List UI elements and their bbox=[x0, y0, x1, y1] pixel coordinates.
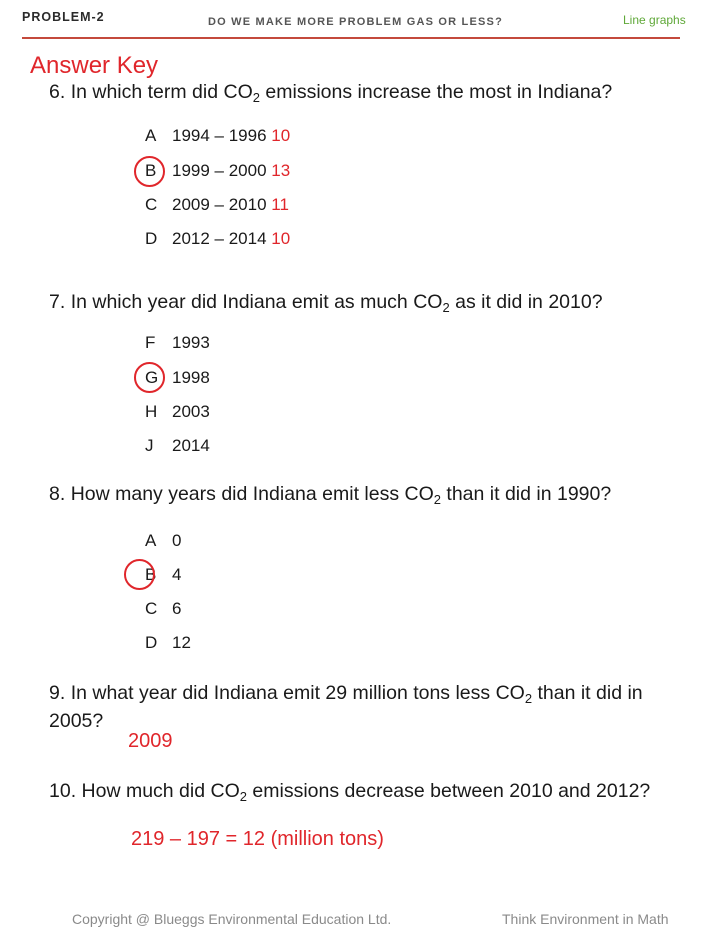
option-c bbox=[145, 195, 289, 215]
subscript: 2 bbox=[252, 90, 260, 105]
option-letter: D bbox=[145, 229, 158, 248]
subscript: 2 bbox=[442, 300, 450, 315]
question-text: In which term did CO bbox=[70, 81, 253, 103]
option-text: 1998 bbox=[172, 368, 210, 387]
option-text: 2003 bbox=[172, 402, 210, 421]
question-9 bbox=[49, 679, 663, 735]
option-note: 13 bbox=[271, 161, 291, 180]
question-text: How many years did Indiana emit less CO bbox=[70, 483, 434, 505]
option-d bbox=[145, 229, 290, 249]
option-letter: D bbox=[145, 633, 158, 652]
option-text: 1999 – 2000 bbox=[172, 161, 267, 180]
answer-text: 219 – 197 = 12 (million tons) bbox=[131, 828, 384, 850]
option-letter: J bbox=[145, 436, 154, 455]
question-7 bbox=[49, 288, 663, 316]
option-text: 0 bbox=[172, 531, 182, 550]
question-text: emissions increase the most in Indiana? bbox=[259, 81, 613, 103]
answer-circle bbox=[124, 559, 155, 590]
header-divider bbox=[22, 37, 680, 39]
option-letter: C bbox=[145, 195, 158, 214]
option-a bbox=[145, 531, 181, 551]
footer-tagline: Think Environment in Math bbox=[502, 911, 669, 927]
option-b bbox=[145, 161, 290, 181]
question-8 bbox=[49, 480, 663, 508]
subscript: 2 bbox=[524, 691, 533, 706]
question-number: 10. bbox=[49, 780, 77, 802]
question-number: 6. bbox=[49, 81, 66, 103]
answer-circle bbox=[134, 156, 165, 187]
worksheet-title: DO WE MAKE MORE PROBLEM GAS OR LESS? bbox=[208, 16, 503, 28]
question-text: than it did in 1990? bbox=[441, 483, 612, 505]
option-f bbox=[145, 333, 210, 353]
subscript: 2 bbox=[433, 492, 441, 507]
answer-text: 2009 bbox=[128, 730, 173, 752]
subscript: 2 bbox=[239, 789, 247, 804]
option-letter: F bbox=[145, 333, 156, 352]
option-text: 12 bbox=[172, 633, 191, 652]
option-letter: A bbox=[145, 531, 157, 550]
option-letter: C bbox=[145, 599, 158, 618]
option-letter: H bbox=[145, 402, 158, 421]
option-letter: B bbox=[145, 161, 157, 180]
answer-circle bbox=[134, 362, 165, 393]
topic-label: Line graphs bbox=[623, 13, 686, 27]
option-letter: A bbox=[145, 126, 157, 145]
option-c bbox=[145, 599, 181, 619]
question-text: In what year did Indiana emit 29 million tons less CO bbox=[70, 682, 525, 704]
option-note: 10 bbox=[271, 229, 291, 248]
question-6 bbox=[49, 78, 663, 106]
question-text: How much did CO bbox=[81, 780, 240, 802]
option-note: 11 bbox=[271, 195, 289, 214]
question-number: 9. bbox=[49, 682, 66, 704]
option-j bbox=[145, 436, 210, 456]
option-note: 10 bbox=[271, 126, 291, 145]
question-10 bbox=[49, 777, 663, 805]
question-text: emissions decrease between 2010 and 2012? bbox=[246, 780, 651, 802]
question-number: 7. bbox=[49, 291, 66, 313]
question-text: than it did in 2005? bbox=[49, 682, 643, 732]
option-text: 2012 – 2014 bbox=[172, 229, 267, 248]
question-text: In which year did Indiana emit as much CO bbox=[70, 291, 443, 313]
option-a bbox=[145, 126, 290, 146]
option-letter: G bbox=[145, 368, 159, 387]
option-text: 6 bbox=[172, 599, 182, 618]
copyright-text: Copyright @ Blueggs Environmental Education Ltd. bbox=[72, 911, 392, 927]
option-h bbox=[145, 402, 210, 422]
option-letter: B bbox=[145, 565, 157, 584]
option-text: 1993 bbox=[172, 333, 210, 352]
option-text: 4 bbox=[172, 565, 182, 584]
problem-label: PROBLEM-2 bbox=[22, 10, 105, 24]
option-text: 2014 bbox=[172, 436, 210, 455]
option-d bbox=[145, 633, 191, 653]
option-text: 1994 – 1996 bbox=[172, 126, 267, 145]
option-text: 2009 – 2010 bbox=[172, 195, 267, 214]
question-text: as it did in 2010? bbox=[449, 291, 603, 313]
answer-key-title: Answer Key bbox=[30, 52, 159, 79]
question-number: 8. bbox=[49, 483, 66, 505]
